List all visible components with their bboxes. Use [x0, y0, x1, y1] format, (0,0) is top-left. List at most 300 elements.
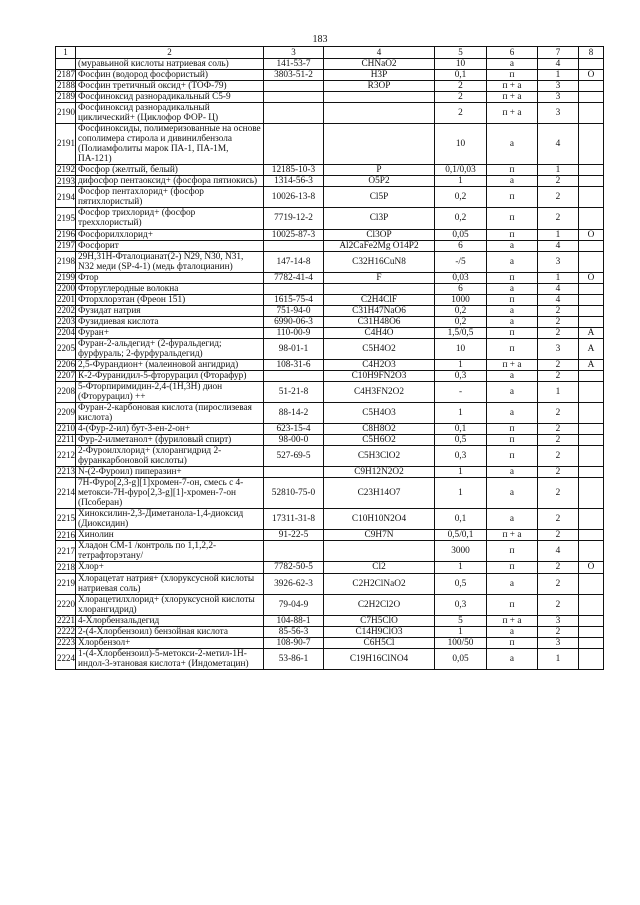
- aggregate-state: а: [487, 370, 538, 381]
- concentration-limit: 100/50: [435, 637, 487, 648]
- aggregate-state: п: [487, 165, 538, 176]
- concentration-limit: 1: [435, 626, 487, 637]
- note-mark: [579, 370, 604, 381]
- table-row: [56, 615, 604, 626]
- chemical-formula: Cl2: [324, 562, 435, 573]
- chemical-formula: [324, 541, 435, 562]
- cas-number: 98-01-1: [264, 338, 324, 359]
- table-row: [56, 70, 604, 81]
- note-mark: [579, 81, 604, 92]
- table-row: [56, 283, 604, 294]
- substance-name: Фуран-2-альдегид+ (2-фуральдегид; фурфураль; 2-фурфуральдегид): [76, 338, 264, 359]
- row-number: 2224: [56, 648, 76, 669]
- substance-name: Хлорацетилхлорид+ (хлоруксусной кислоты хлорангидрид): [76, 594, 264, 615]
- note-mark: О: [579, 272, 604, 283]
- aggregate-state: п: [487, 541, 538, 562]
- aggregate-state: п + а: [487, 530, 538, 541]
- note-mark: О: [579, 70, 604, 81]
- row-number: 2207: [57, 370, 75, 381]
- row-number: 2200: [57, 283, 75, 293]
- chemical-formula: C14H9ClO3: [324, 626, 435, 637]
- aggregate-state: а: [487, 316, 538, 327]
- row-number: 2219: [56, 573, 76, 594]
- substance-name: Фторхлорэтан (Фреон 151): [76, 294, 264, 305]
- concentration-limit: 1: [435, 176, 487, 187]
- row-number: 2213: [57, 466, 75, 477]
- table-row: [56, 424, 604, 435]
- concentration-limit: 0,3: [435, 446, 487, 467]
- note-mark: О: [579, 229, 604, 240]
- note-mark: [579, 648, 604, 669]
- substance-name: Хлор+: [76, 562, 264, 573]
- chemical-formula: C6H5Cl: [324, 637, 435, 648]
- chemical-formula: [324, 92, 435, 103]
- aggregate-state: п + а: [487, 92, 538, 103]
- cas-number: 104-88-1: [264, 615, 324, 626]
- note-mark: [579, 478, 604, 509]
- hazard-class: 4: [538, 541, 579, 562]
- cas-number: 6990-06-3: [264, 316, 324, 327]
- concentration-limit: 5: [435, 615, 487, 626]
- table-row: [56, 338, 604, 359]
- hazard-class: 2: [538, 530, 579, 541]
- substance-name: 7Н-Фуро[2,3-g][1]хромен-7-он, смесь с 4-метокси-7Н-фуро[2,3-g][1]-хромен-7-он (Псоберан): [76, 478, 264, 509]
- table-row: [56, 637, 604, 648]
- table-row: [56, 81, 604, 92]
- row-number: 2199: [57, 272, 75, 282]
- cas-number: 10025-87-3: [264, 229, 324, 240]
- concentration-limit: 1: [435, 467, 487, 478]
- concentration-limit: 2: [435, 81, 487, 92]
- table-row: [56, 562, 604, 573]
- substance-name: 2-Фуроилхлорид+ (хлорангидрид 2-фуранкарбоновой кислоты): [76, 446, 264, 467]
- concentration-limit: 1000: [435, 294, 487, 305]
- note-mark: [579, 509, 604, 530]
- aggregate-state: а: [487, 648, 538, 669]
- concentration-limit: 2: [435, 103, 487, 124]
- concentration-limit: 2: [435, 92, 487, 103]
- hazard-class: 4: [538, 240, 579, 251]
- substance-name: (муравьиной кислоты натриевая соль): [76, 59, 264, 70]
- concentration-limit: 10: [435, 338, 487, 359]
- chemical-formula: C10H9FN2O3: [324, 370, 435, 381]
- chemical-formula: C19H16ClNO4: [324, 648, 435, 669]
- cas-number: 1314-56-3: [264, 176, 324, 187]
- note-mark: [579, 467, 604, 478]
- table-row: [56, 305, 604, 316]
- note-mark: [579, 294, 604, 305]
- chemical-formula: C2H2Cl2O: [324, 594, 435, 615]
- hazard-class: 3: [538, 103, 579, 124]
- substance-name: Хинолин: [76, 530, 264, 541]
- concentration-limit: 0,3: [435, 594, 487, 615]
- row-number: 2209: [56, 403, 76, 424]
- note-mark: [579, 403, 604, 424]
- row-number: 2212: [56, 446, 76, 467]
- concentration-limit: 1: [435, 403, 487, 424]
- hazard-class: 1: [538, 165, 579, 176]
- substance-name: Фтор: [76, 272, 264, 283]
- chemical-formula: C32H16CuN8: [324, 251, 435, 272]
- row-number: 2195: [56, 208, 76, 229]
- column-header: 2: [76, 47, 264, 59]
- column-header: 8: [579, 47, 604, 59]
- column-header: 6: [487, 47, 538, 59]
- table-row: [56, 478, 604, 509]
- row-number: 2194: [56, 187, 76, 208]
- hazard-class: 2: [538, 370, 579, 381]
- row-number: 2204: [57, 327, 75, 337]
- page-number: 183: [312, 34, 328, 45]
- row-number: 2206: [57, 359, 75, 370]
- cas-number: 91-22-5: [264, 530, 324, 541]
- aggregate-state: п: [487, 208, 538, 229]
- table-row: [56, 435, 604, 446]
- chemical-formula: C5H6O2: [324, 435, 435, 446]
- column-header: 5: [435, 47, 487, 59]
- table-row: [56, 530, 604, 541]
- cas-number: 12185-10-3: [264, 165, 324, 176]
- concentration-limit: 1: [435, 359, 487, 370]
- aggregate-state: а: [487, 509, 538, 530]
- substance-name: Хлорацетат натрия+ (хлоруксусной кислоты натриевая соль): [76, 573, 264, 594]
- row-number: 2192: [57, 164, 75, 175]
- aggregate-state: п + а: [487, 615, 538, 626]
- table-row: [56, 327, 604, 338]
- chemical-formula: Cl5P: [324, 187, 435, 208]
- note-mark: [579, 103, 604, 124]
- table-row: [56, 251, 604, 272]
- cas-number: 98-00-0: [264, 435, 324, 446]
- note-mark: [579, 435, 604, 446]
- chemical-formula: C31H48O6: [324, 316, 435, 327]
- chemical-formula: C4H2O3: [324, 359, 435, 370]
- substance-name: К-2-Фуранидил-5-фторурацил (Фторафур): [76, 370, 264, 381]
- table-row: [56, 541, 604, 562]
- row-number: 2221: [57, 615, 75, 625]
- hazard-class: 3: [538, 637, 579, 648]
- hazard-class: 1: [538, 648, 579, 669]
- row-number: [56, 59, 76, 70]
- aggregate-state: а: [487, 381, 538, 402]
- concentration-limit: 0,5: [435, 435, 487, 446]
- hazard-class: 2: [538, 176, 579, 187]
- hazard-class: 1: [538, 70, 579, 81]
- chemical-formula: C8H8O2: [324, 424, 435, 435]
- chemical-formula: Cl3P: [324, 208, 435, 229]
- concentration-limit: 0,1/0,03: [435, 165, 487, 176]
- substance-name: 1-(4-Хлорбензоил)-5-метокси-2-метил-1Н-индол-3-этановая кислота+ (Индометацин): [76, 648, 264, 669]
- row-number: 2189: [57, 91, 75, 102]
- row-number: 2196: [57, 229, 75, 239]
- table-row: [56, 176, 604, 187]
- table-row: [56, 187, 604, 208]
- substance-name: Фосфорилхлорид+: [76, 229, 264, 240]
- substance-name: дифосфор пентаоксид+ (фосфора пятиокись): [76, 176, 264, 187]
- chemical-formula: C5H3ClO2: [324, 446, 435, 467]
- column-header: 3: [264, 47, 324, 59]
- row-number: 2191: [56, 124, 76, 165]
- aggregate-state: а: [487, 478, 538, 509]
- substance-name: Фосфиноксид разнорадикальный циклический+ (Циклофор ФОР- Ц): [76, 103, 264, 124]
- concentration-limit: 3000: [435, 541, 487, 562]
- note-mark: [579, 541, 604, 562]
- substance-name: Фосфор трихлорид+ (фосфор треххлористый): [76, 208, 264, 229]
- row-number: 2220: [56, 594, 76, 615]
- hazard-class: 4: [538, 124, 579, 165]
- row-number: 2217: [56, 541, 76, 562]
- aggregate-state: а: [487, 283, 538, 294]
- table-row: [56, 103, 604, 124]
- substance-name: Фосфин третичный оксид+ (ТОФ-79): [76, 81, 264, 92]
- aggregate-state: а: [487, 59, 538, 70]
- substance-name: 2,5-Фурандион+ (малеиновой ангидрид): [76, 359, 264, 370]
- note-mark: [579, 446, 604, 467]
- row-number: 2216: [57, 529, 75, 540]
- hazard-class: 2: [538, 446, 579, 467]
- substance-name: Фосфиноксиды, полимеризованные на основе сополимера стирола и дивинилбензола (Полиамфолиты марок ПА-1, ПА-1М, ПА-121): [76, 124, 264, 165]
- hazard-class: 2: [538, 403, 579, 424]
- aggregate-state: п + а: [487, 359, 538, 370]
- note-mark: [579, 381, 604, 402]
- concentration-limit: 10: [435, 59, 487, 70]
- hazard-class: 3: [538, 338, 579, 359]
- chemical-formula: C7H5ClO: [324, 615, 435, 626]
- cas-number: [264, 81, 324, 92]
- row-number: 2197: [57, 240, 75, 250]
- column-header-row: [56, 47, 604, 59]
- cas-number: 108-31-6: [264, 359, 324, 370]
- note-mark: А: [579, 359, 604, 370]
- note-mark: [579, 424, 604, 435]
- cas-number: 1615-75-4: [264, 294, 324, 305]
- hazard-class: 4: [538, 59, 579, 70]
- column-header: 1: [56, 47, 76, 59]
- note-mark: [579, 316, 604, 327]
- row-number: 2193: [57, 175, 75, 186]
- concentration-limit: -: [435, 381, 487, 402]
- aggregate-state: а: [487, 240, 538, 251]
- hazard-class: 2: [538, 359, 579, 370]
- concentration-limit: 0,1: [435, 70, 487, 81]
- hazard-class: 2: [538, 478, 579, 509]
- aggregate-state: п: [487, 229, 538, 240]
- cas-number: 52810-75-0: [264, 478, 324, 509]
- table-row: [56, 59, 604, 70]
- hazard-class: 2: [538, 305, 579, 316]
- cas-number: 751-94-0: [264, 305, 324, 316]
- aggregate-state: п: [487, 294, 538, 305]
- cas-number: 527-69-5: [264, 446, 324, 467]
- cas-number: [264, 103, 324, 124]
- row-number: 2214: [56, 478, 76, 509]
- table-row: [56, 294, 604, 305]
- substance-name: Фуран-2-карбоновая кислота (пирослизевая кислота): [76, 403, 264, 424]
- chemical-formula: C5H4O3: [324, 403, 435, 424]
- cas-number: 53-86-1: [264, 648, 324, 669]
- hazard-class: 2: [538, 435, 579, 446]
- note-mark: А: [579, 327, 604, 338]
- cas-number: [264, 283, 324, 294]
- cas-number: 85-56-3: [264, 626, 324, 637]
- aggregate-state: п: [487, 327, 538, 338]
- chemical-formula: [324, 103, 435, 124]
- cas-number: 623-15-4: [264, 424, 324, 435]
- chemical-formula: [324, 283, 435, 294]
- concentration-limit: 0,5: [435, 573, 487, 594]
- concentration-limit: 0,5/0,1: [435, 530, 487, 541]
- hazard-class: 4: [538, 294, 579, 305]
- table-row: [56, 626, 604, 637]
- substance-name: Фузидиевая кислота: [76, 316, 264, 327]
- chemical-formula: P: [324, 165, 435, 176]
- concentration-limit: 6: [435, 240, 487, 251]
- cas-number: 7719-12-2: [264, 208, 324, 229]
- hazard-class: 1: [538, 272, 579, 283]
- cas-number: [264, 370, 324, 381]
- concentration-limit: 0,2: [435, 187, 487, 208]
- note-mark: [579, 124, 604, 165]
- row-number: 2215: [56, 509, 76, 530]
- table-row: [56, 165, 604, 176]
- substance-name: Хлорбензол+: [76, 637, 264, 648]
- cas-number: 3926-62-3: [264, 573, 324, 594]
- cas-number: 141-53-7: [264, 59, 324, 70]
- hazard-class: 2: [538, 562, 579, 573]
- substance-name: Фосфор пентахлорид+ (фосфор пятихлористый): [76, 187, 264, 208]
- substance-name: 4-(Фур-2-ил) бут-3-ен-2-он+: [76, 424, 264, 435]
- chemical-formula: H3P: [324, 70, 435, 81]
- chemical-formula: C2H2ClNaO2: [324, 573, 435, 594]
- substance-name: Фторуглеродные волокна: [76, 283, 264, 294]
- table-row: [56, 92, 604, 103]
- row-number: 2218: [57, 561, 75, 572]
- concentration-limit: 1: [435, 478, 487, 509]
- table-row: [56, 370, 604, 381]
- substance-name: N-(2-Фуроил) пиперазин+: [76, 467, 264, 478]
- note-mark: О: [579, 562, 604, 573]
- table-row: [56, 467, 604, 478]
- concentration-limit: 0,1: [435, 509, 487, 530]
- note-mark: [579, 530, 604, 541]
- substance-name: 5-Фторпиримидин-2,4-(1Н,3Н) дион (Фторурацил) ++: [76, 381, 264, 402]
- cas-number: 147-14-8: [264, 251, 324, 272]
- concentration-limit: 0,3: [435, 370, 487, 381]
- concentration-limit: 6: [435, 283, 487, 294]
- chemical-formula: Cl3OP: [324, 229, 435, 240]
- row-number: 2202: [57, 305, 75, 315]
- note-mark: А: [579, 338, 604, 359]
- aggregate-state: а: [487, 176, 538, 187]
- table-row: [56, 229, 604, 240]
- substance-name: Фосфор (желтый, белый): [76, 165, 264, 176]
- cas-number: 88-14-2: [264, 403, 324, 424]
- note-mark: [579, 176, 604, 187]
- aggregate-state: п: [487, 562, 538, 573]
- note-mark: [579, 187, 604, 208]
- aggregate-state: п + а: [487, 103, 538, 124]
- hazard-class: 2: [538, 594, 579, 615]
- note-mark: [579, 59, 604, 70]
- note-mark: [579, 594, 604, 615]
- row-number: 2205: [56, 338, 76, 359]
- aggregate-state: п: [487, 594, 538, 615]
- substance-name: Хиноксилин-2,3-Диметанола-1,4-диоксид (Диоксидин): [76, 509, 264, 530]
- hazard-class: 2: [538, 573, 579, 594]
- aggregate-state: п: [487, 338, 538, 359]
- row-number: 2223: [57, 637, 75, 647]
- table-row: [56, 272, 604, 283]
- chemical-formula: F: [324, 272, 435, 283]
- substance-name: Хладон СМ-1 /контроль по 1,1,2,2-тетрафторэтану/: [76, 541, 264, 562]
- cas-number: 7782-41-4: [264, 272, 324, 283]
- row-number: 2190: [56, 103, 76, 124]
- aggregate-state: а: [487, 403, 538, 424]
- substance-name: Фузидат натрия: [76, 305, 264, 316]
- cas-number: 110-00-9: [264, 327, 324, 338]
- table-row: [56, 403, 604, 424]
- chemical-formula: Al2CaFe2Mg O14P2: [324, 240, 435, 251]
- table-row: [56, 359, 604, 370]
- table-row: [56, 381, 604, 402]
- chemical-formula: C9H12N2O2: [324, 467, 435, 478]
- note-mark: [579, 165, 604, 176]
- aggregate-state: п: [487, 446, 538, 467]
- concentration-limit: 0,03: [435, 272, 487, 283]
- chemical-formula: C31H47NaO6: [324, 305, 435, 316]
- substance-name: 29Н,31Н-Фталоцианат(2-) N29, N30, N31, N32 меди (SP-4-1) (медь фталоцианин): [76, 251, 264, 272]
- chemical-formula: C4H4O: [324, 327, 435, 338]
- note-mark: [579, 626, 604, 637]
- note-mark: [579, 305, 604, 316]
- chemical-formula: C2H4ClF: [324, 294, 435, 305]
- table-row: [56, 124, 604, 165]
- cas-number: 51-21-8: [264, 381, 324, 402]
- cas-number: [264, 124, 324, 165]
- substance-name: Фур-2-илметанол+ (фуриловый спирт): [76, 435, 264, 446]
- aggregate-state: а: [487, 467, 538, 478]
- concentration-limit: 0,05: [435, 229, 487, 240]
- row-number: 2208: [56, 381, 76, 402]
- aggregate-state: п: [487, 70, 538, 81]
- table-row: [56, 509, 604, 530]
- note-mark: [579, 283, 604, 294]
- substance-name: Фуран+: [76, 327, 264, 338]
- row-number: 2222: [57, 626, 75, 636]
- hazard-class: 2: [538, 208, 579, 229]
- hazard-class: 2: [538, 327, 579, 338]
- concentration-limit: -/5: [435, 251, 487, 272]
- hazard-class: 2: [538, 187, 579, 208]
- row-number: 2201: [57, 294, 75, 304]
- cas-number: 3803-51-2: [264, 70, 324, 81]
- aggregate-state: п + а: [487, 81, 538, 92]
- substance-name: Фосфорит: [76, 240, 264, 251]
- aggregate-state: п: [487, 435, 538, 446]
- aggregate-state: а: [487, 305, 538, 316]
- table-row: [56, 240, 604, 251]
- cas-number: [264, 467, 324, 478]
- chemical-formula: CHNaO2: [324, 59, 435, 70]
- table-row: [56, 573, 604, 594]
- row-number: 2188: [57, 80, 75, 91]
- aggregate-state: п: [487, 637, 538, 648]
- aggregate-state: п: [487, 272, 538, 283]
- substance-name: 4-Хлорбензальдегид: [76, 615, 264, 626]
- row-number: 2203: [57, 316, 75, 326]
- row-number: 2210: [57, 423, 75, 434]
- table-row: [56, 208, 604, 229]
